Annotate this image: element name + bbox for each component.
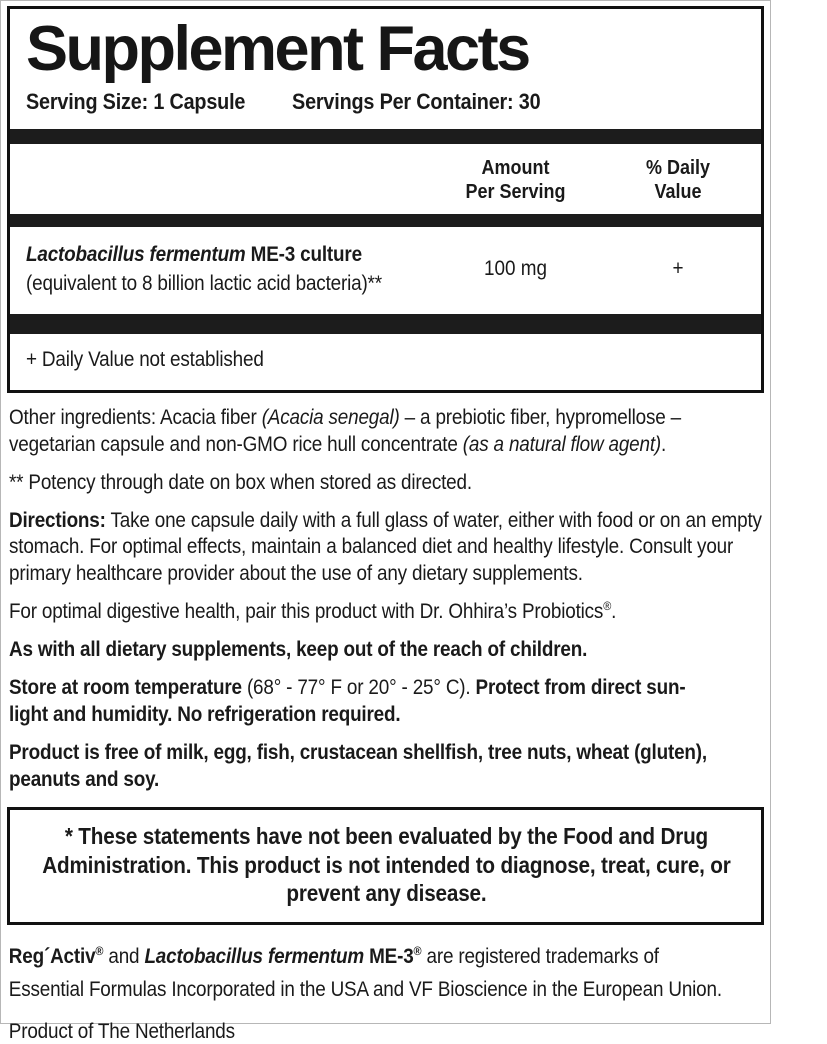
ingredient-amount: 100 mg — [483, 257, 548, 281]
storage-protect-line1: Protect from direct sun- — [475, 675, 686, 699]
ingredient-name — [26, 241, 388, 298]
panel-title: Supplement Facts — [26, 14, 529, 84]
other-ingredients-lead: Other ingredients: Acacia fiber — [9, 405, 262, 429]
directions-label: Directions: — [9, 508, 106, 532]
amount-header-line2: Per Serving — [465, 181, 566, 204]
trademark-species: Lactobacillus fermentum — [144, 944, 365, 968]
fda-disclaimer-box — [7, 807, 764, 925]
allergen-statement: Product is free of milk, egg, fish, crustacean shellfish, tree nuts, wheat (gluten), peanuts and soy. — [9, 740, 707, 791]
divider-bar-top — [10, 129, 761, 144]
serving-info-row — [26, 89, 747, 129]
supplement-facts-panel — [7, 6, 764, 393]
daily-value-footnote-text: + Daily Value not established — [26, 347, 264, 371]
amount-header-line1: Amount — [481, 157, 550, 180]
ingredient-detail-text: (equivalent to 8 billion lactic acid bacteria)** — [26, 271, 382, 295]
potency-note: ** Potency through date on box when stored as directed. — [9, 470, 472, 494]
strain-registered-mark: ® — [413, 943, 422, 958]
ingredient-daily-value: + — [672, 257, 684, 281]
column-header-row — [10, 144, 761, 214]
storage-temperatures: (68° - 77° F or 20° - 25° C). — [246, 675, 476, 699]
brand-name: Reg´Activ — [8, 944, 96, 968]
daily-value-header-line2: Value — [654, 181, 702, 204]
facts-header — [10, 9, 761, 129]
pairing-text: For optimal digestive health, pair this product with Dr. Ohhira’s Probiotics — [9, 600, 604, 624]
trademark-and: and — [103, 944, 145, 968]
trademark-tail: are registered trademarks of — [421, 944, 659, 968]
other-ingredients-paragraph — [9, 405, 764, 459]
table-row — [10, 227, 761, 314]
storage-paragraph — [9, 675, 764, 729]
other-ingredients-latin: (Acacia senegal) — [261, 405, 400, 429]
trademark-paragraph — [7, 941, 770, 1006]
other-ingredients-end: . — [661, 432, 667, 456]
divider-bar-bottom — [10, 314, 761, 334]
amount-per-serving-header — [437, 156, 595, 204]
daily-value-header — [611, 156, 746, 204]
children-warning: As with all dietary supplements, keep out of the reach of children. — [9, 638, 588, 662]
fda-disclaimer-text: * These statements have not been evaluated by the Food and Drug Administration. This product is not intended to diagnose, treat, cure, or prevent any disease. — [42, 823, 731, 907]
directions-text: Take one capsule daily with a full glass of water, either with food or on an empty stomach. For optimal effects, maintain a balanced diet and healthy lifestyle. Consult your primary healthcare provider about the use of any dietary supplements. — [9, 508, 762, 586]
label-body-copy — [7, 393, 764, 794]
registered-mark: ® — [603, 599, 612, 614]
other-ingredients-flow-agent-note: (as a natural flow agent) — [462, 432, 662, 456]
brand-registered-mark: ® — [95, 943, 104, 958]
servings-per-container-text: Servings Per Container: 30 — [292, 89, 541, 115]
storage-lead: Store at room temperature — [9, 675, 247, 699]
ingredient-species-text: Lactobacillus fermentum — [26, 243, 246, 267]
country-of-origin: Product of The Netherlands — [8, 1020, 235, 1044]
daily-value-footnote — [10, 334, 761, 390]
divider-bar-middle — [10, 214, 761, 227]
daily-value-header-line1: % Daily — [645, 157, 711, 180]
directions-paragraph — [9, 508, 764, 589]
pairing-paragraph — [9, 599, 764, 626]
ingredient-name-line1 — [26, 241, 388, 269]
serving-size-text: Serving Size: 1 Capsule — [26, 89, 246, 115]
trademark-owners: Essential Formulas Incorporated in the USA and VF Bioscience in the European Union. — [8, 977, 722, 1001]
pairing-end: . — [611, 600, 617, 624]
ingredient-strain-text: ME-3 culture — [245, 243, 362, 267]
storage-protect-line2: light and humidity. No refrigeration required. — [9, 702, 401, 726]
trademark-strain: ME-3 — [364, 944, 414, 968]
other-ingredients-mid: – a prebiotic fiber, hypromellose – vegetarian capsule and non-GMO rice hull concentrate — [9, 405, 681, 456]
